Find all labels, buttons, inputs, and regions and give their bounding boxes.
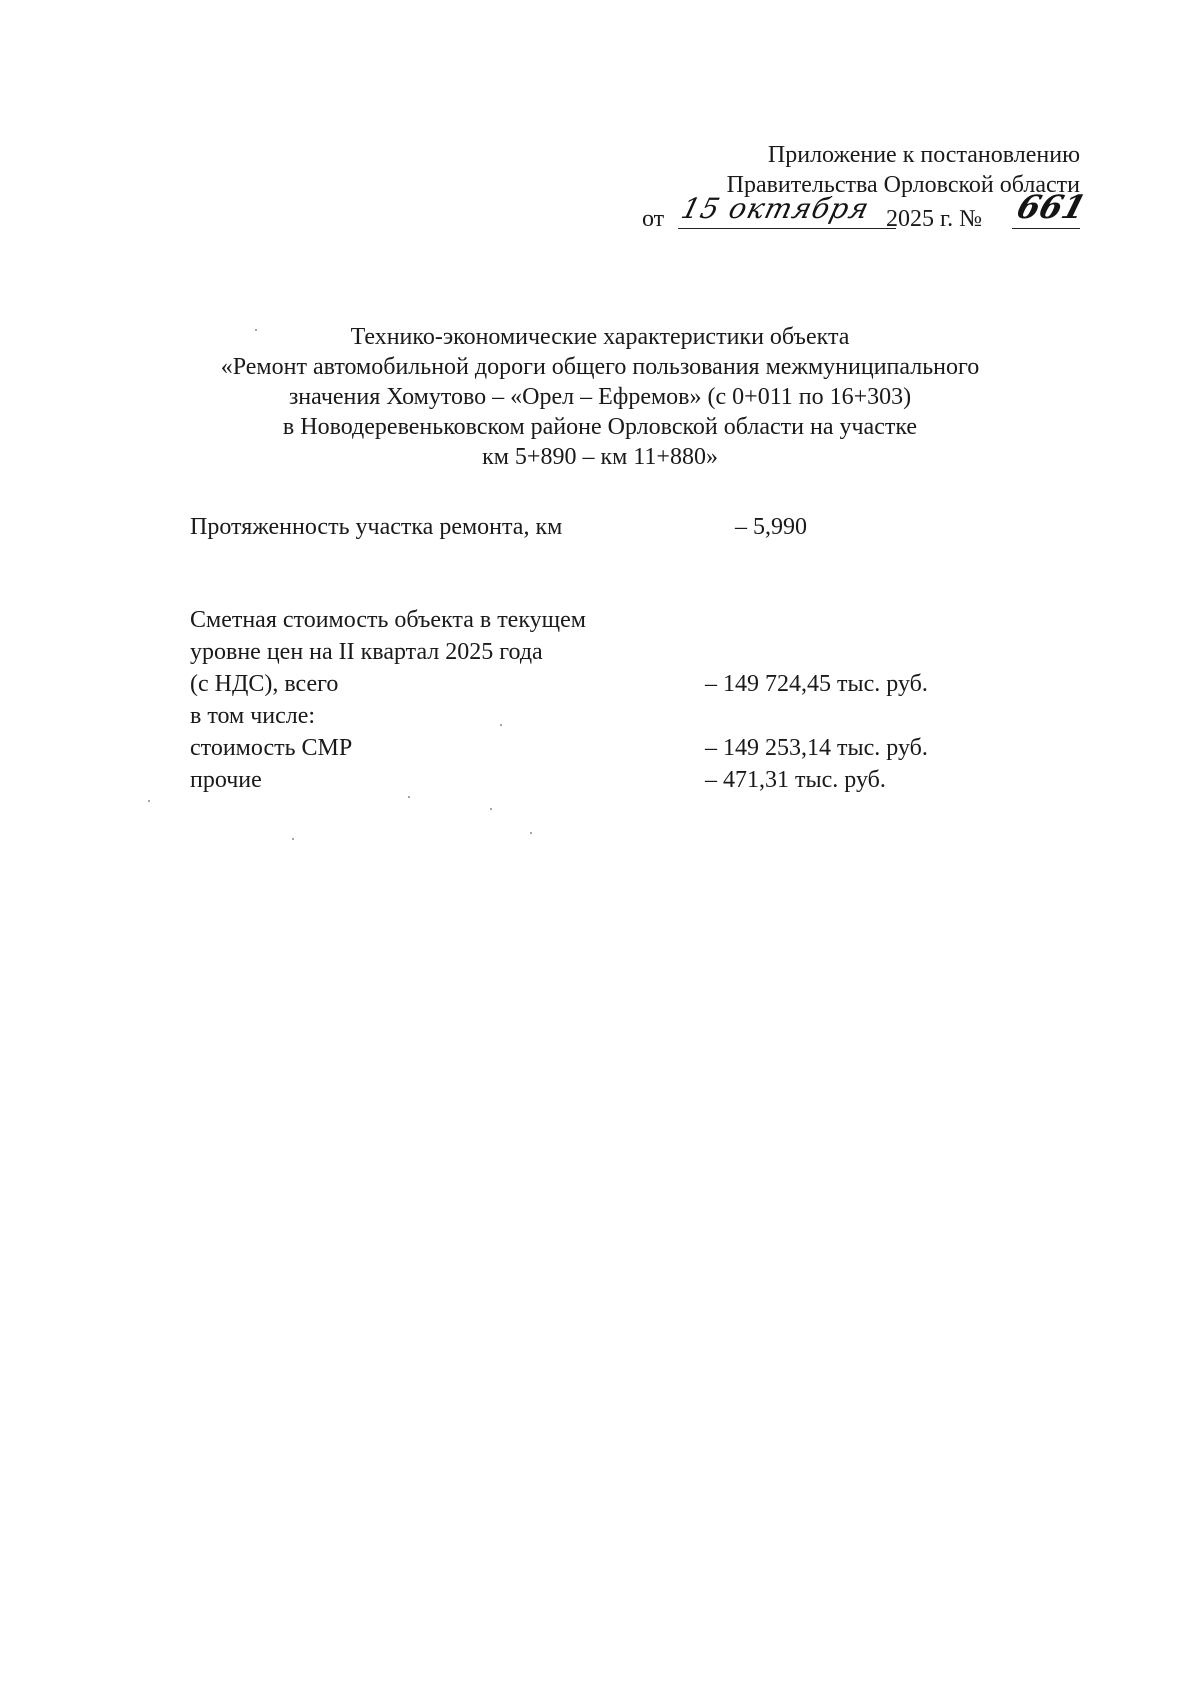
other-label: прочие bbox=[190, 767, 262, 793]
handwritten-number: 661 bbox=[1012, 188, 1091, 226]
including-label: в том числе: bbox=[190, 703, 316, 729]
other-value: – 471,31 тыс. руб. bbox=[705, 767, 886, 793]
appendix-date-line bbox=[560, 188, 1091, 234]
smr-value: – 149 253,14 тыс. руб. bbox=[705, 735, 928, 761]
date-prefix: от bbox=[642, 206, 665, 232]
length-label: Протяженность участка ремонта, км bbox=[190, 514, 563, 540]
length-value: – 5,990 bbox=[735, 514, 807, 540]
appendix-line-1: Приложение к постановлению bbox=[767, 142, 1080, 168]
cost-label-line-2: уровне цен на II квартал 2025 года bbox=[190, 639, 543, 665]
title-line-1: Технико-экономические характеристики объекта bbox=[350, 324, 850, 350]
number-underline bbox=[1012, 228, 1080, 229]
title-line-4: в Новодеревеньковском районе Орловской области на участке bbox=[282, 414, 918, 440]
appendix-line-2: Правительства Орловской области bbox=[726, 172, 1080, 198]
title-line-3: значения Хомутово – «Орел – Ефремов» (с 0+011 по 16+303) bbox=[288, 384, 912, 410]
cost-label-line-3: (с НДС), всего bbox=[190, 671, 339, 697]
title-line-2: «Ремонт автомобильной дороги общего пользования межмуниципального bbox=[220, 354, 980, 380]
cost-label-line-1: Сметная стоимость объекта в текущем bbox=[190, 607, 586, 633]
year-number-label: 2025 г. № bbox=[886, 206, 983, 232]
cost-total-value: – 149 724,45 тыс. руб. bbox=[705, 671, 928, 697]
smr-label: стоимость СМР bbox=[190, 735, 353, 761]
title-line-5: км 5+890 – км 11+880» bbox=[482, 444, 718, 470]
appendix-header bbox=[560, 140, 1091, 234]
handwritten-date: 15 октября bbox=[678, 192, 873, 225]
date-underline bbox=[678, 228, 896, 229]
document-title bbox=[120, 322, 1080, 472]
